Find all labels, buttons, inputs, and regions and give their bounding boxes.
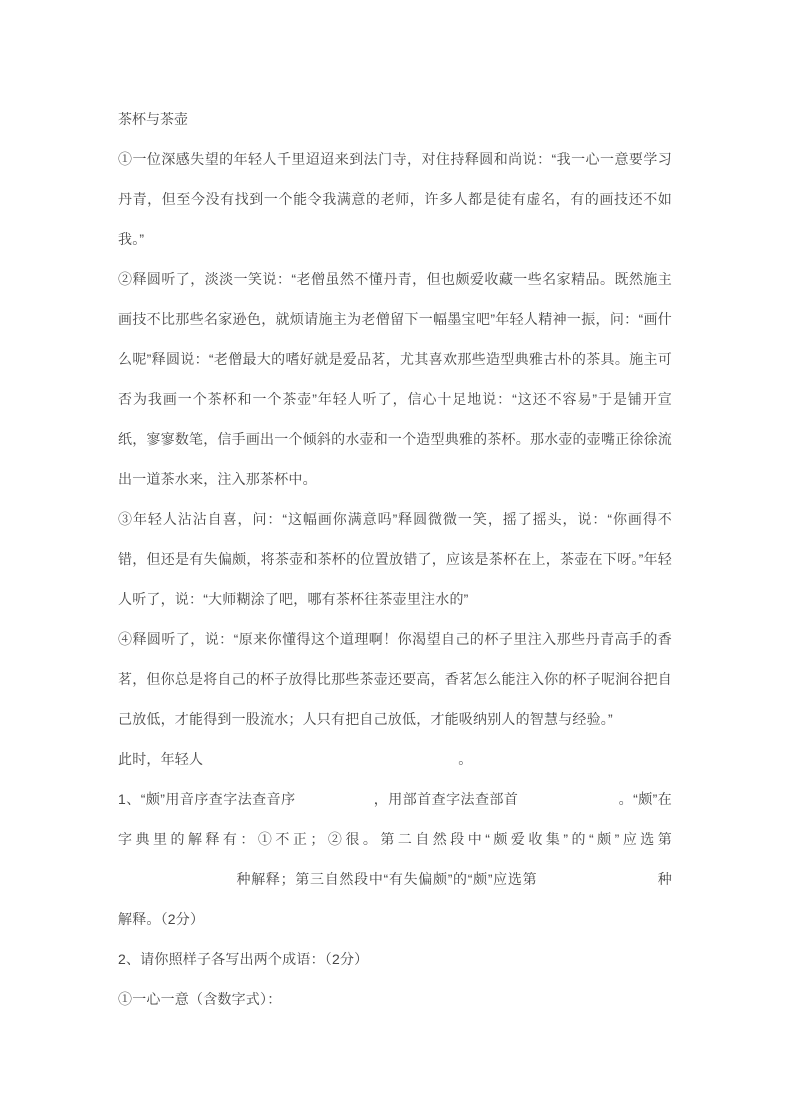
question-1-text-score: 种解释。（2分）	[118, 871, 672, 927]
question-1-text-pinyin-method: 1、“颇”用音序查字法查音序	[118, 791, 296, 807]
conclusion-fill-in-sentence	[118, 739, 672, 779]
question-1-text-radical-method: ，用部首查字法查部首	[373, 791, 519, 807]
question-1-text-dictionary-meanings: 。“颇”在字典里的解释有：①不正；②很。第二自然段中“颇爱收集”的“颇”应选第	[118, 791, 672, 847]
answer-blank-meaning-2	[537, 883, 657, 884]
story-paragraph-2: ②释圆听了，淡淡一笑说：“老僧虽然不懂丹青，但也颇爱收藏一些名家精品。既然施主画技不比那些名家逊色，就烦请施主为老僧留下一幅墨宝吧”年轻人精神一振，问：“画什么呢”释圆说：“老僧最大的嗜好就是爱品茗，尤其喜欢那些造型典雅古朴的茶具。施主可否为我画一个茶杯和一个茶壶”年轻人听了，信心十足地说：“这还不容易”于是铺开宣纸，寥寥数笔，信手画出一个倾斜的水壶和一个造型典雅的茶杯。那水壶的壶嘴正徐徐流出一道茶水来，注入那茶杯中。	[118, 271, 672, 487]
answer-blank-meaning-1	[118, 883, 236, 884]
question-2-item-1: ①一心一意（含数字式）：	[118, 991, 282, 1007]
answer-blank-conclusion	[203, 763, 458, 764]
conclusion-prefix: 此时，年轻人	[118, 751, 204, 767]
story-paragraph-1: ①一位深感失望的年轻人千里迢迢来到法门寺，对住持释圆和尚说：“我一心一意要学习丹青，但至今没有找到一个能令我满意的老师，许多人都是徒有虚名，有的画技还不如我。”	[118, 151, 672, 247]
question-1	[118, 779, 672, 939]
answer-blank-radical	[518, 803, 618, 804]
story-paragraph-4: ④释圆听了，说：“原来你懂得这个道理啊！你渴望自己的杯子里注入那些丹青高手的香茗，但你总是将自己的杯子放得比那些茶壶还要高，香茗怎么能注入你的杯子呢涧谷把自己放低，才能得到一股流水；人只有把自己放低，才能吸纳别人的智慧与经验。”	[118, 631, 672, 727]
question-2: 2、请你照样子各写出两个成语：（2分）	[118, 951, 369, 967]
story-paragraph-3: ③年轻人沾沾自喜，问：“这幅画你满意吗”释圆微微一笑，摇了摇头，说：“你画得不错，但还是有失偏颇，将茶壶和茶杯的位置放错了，应该是茶杯在上，茶壶在下呀。”年轻人听了，说：“大师糊涂了吧，哪有茶杯往茶壶里注水的”	[118, 511, 672, 607]
conclusion-suffix: 。	[458, 751, 473, 767]
document-title: 茶杯与茶壶	[118, 111, 188, 127]
question-1-text-second-usage: 种解释；第三自然段中“有失偏颇”的“颇”应选第	[236, 871, 538, 887]
answer-blank-pinyin	[296, 803, 374, 804]
